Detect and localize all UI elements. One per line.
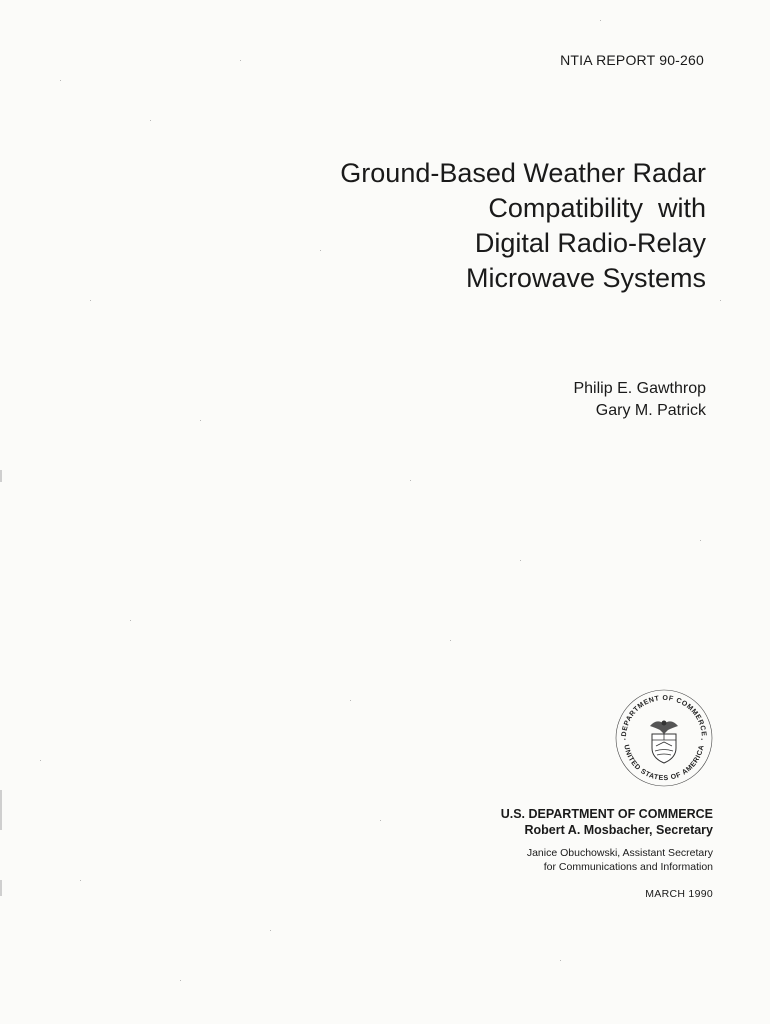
scan-edge-mark: [0, 470, 2, 482]
title-line: Microwave Systems: [465, 263, 706, 293]
author: Philip E. Gawthrop: [573, 380, 706, 397]
report-title: [226, 156, 706, 296]
title-line: Compatibility with: [488, 193, 706, 223]
assistant-secretary-name: Janice Obuchowski, Assistant Secretary: [526, 847, 713, 859]
secretary-name: Robert A. Mosbacher, Secretary: [524, 823, 713, 837]
report-number: NTIA REPORT 90-260: [560, 52, 704, 68]
department-block: [501, 806, 713, 838]
title-line: Ground-Based Weather Radar: [340, 158, 706, 188]
scan-edge-mark: [0, 880, 2, 896]
author: Gary M. Patrick: [595, 402, 706, 419]
title-line: Digital Radio-Relay: [474, 228, 706, 258]
scan-edge-mark: [0, 790, 2, 830]
publication-date: MARCH 1990: [645, 888, 713, 900]
assistant-secretary-block: [527, 846, 713, 874]
department-seal-icon: [614, 688, 714, 788]
svg-text:•: •: [624, 737, 626, 743]
seal-top-text: DEPARTMENT OF COMMERCE: [620, 694, 708, 737]
seal-bottom-text: UNITED STATES OF AMERICA: [622, 744, 706, 783]
department-name: U.S. DEPARTMENT OF COMMERCE: [500, 807, 713, 821]
svg-text:•: •: [701, 737, 703, 743]
authors: [573, 378, 706, 422]
assistant-secretary-title: for Communications and Information: [543, 861, 713, 873]
